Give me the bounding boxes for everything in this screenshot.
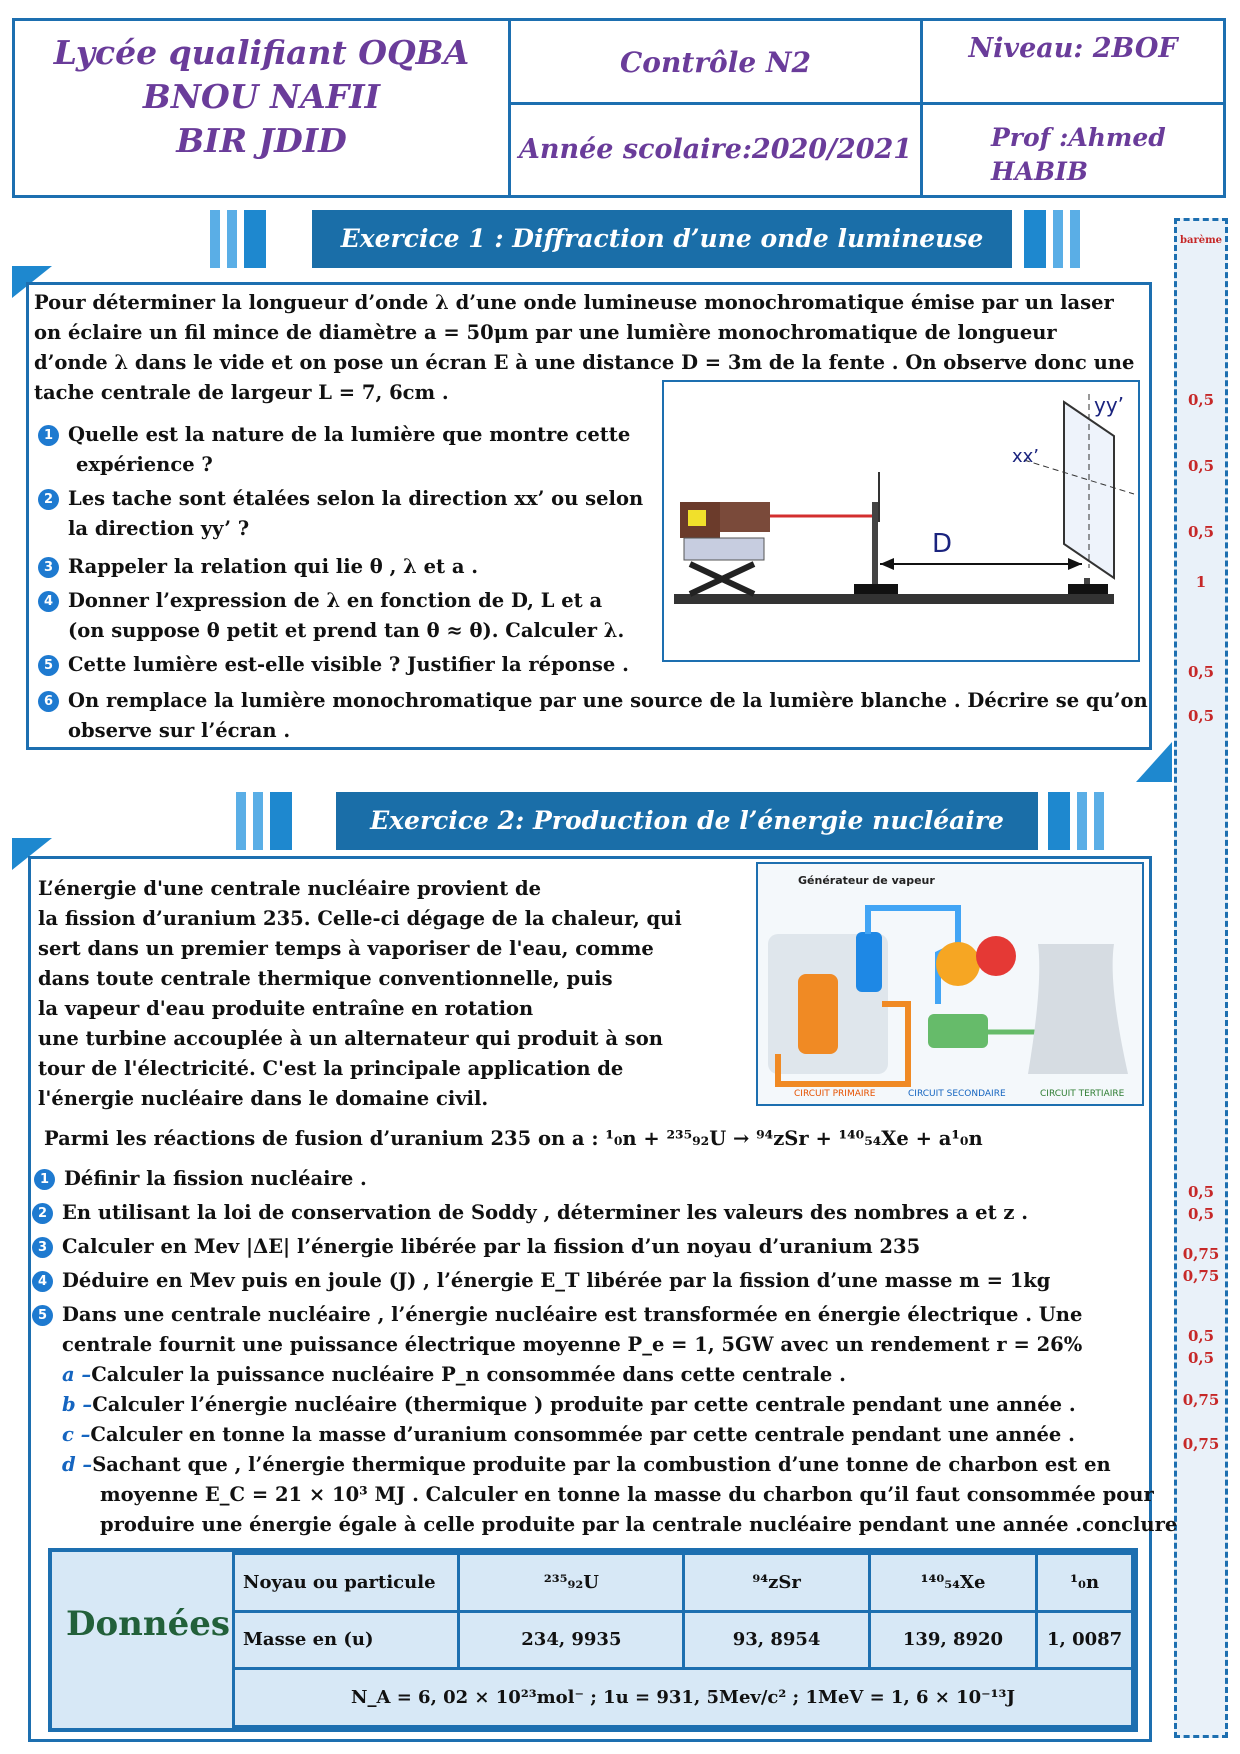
ex2-intro-line-5: la vapeur d'eau produite entraîne en rotation — [38, 997, 534, 1020]
mark-ex2-q1: 0,5 — [1187, 1183, 1215, 1201]
steam-generator — [856, 932, 882, 992]
question-number: 3 — [38, 557, 59, 578]
question-number: 5 — [32, 1305, 53, 1326]
legend-secondary: CIRCUIT SECONDAIRE — [908, 1089, 1006, 1099]
bareme-column — [1174, 218, 1228, 1738]
question-number: 6 — [38, 691, 59, 712]
school-line-3: BIR JDID — [176, 121, 347, 160]
mass-uranium: 234, 9935 — [459, 1611, 684, 1669]
nuclear-plant-drawing — [758, 864, 1142, 1104]
ex1-question-3: 3 Rappeler la relation qui lie θ , λ et a . — [68, 552, 478, 582]
nuclear-plant-figure — [756, 862, 1144, 1106]
ex2-subquestion-d: d –Sachant que , l’énergie thermique produite par la combustion d’une tonne de charbon est en — [62, 1453, 1111, 1476]
ex1-title: Exercice 1 : Diffraction d’une onde lumineuse — [312, 210, 1012, 268]
ex2-question-3: 3 Calculer en Mev |ΔE| l’énergie libérée par la fission d’un noyau d’uranium 235 — [62, 1232, 920, 1262]
question-number: 3 — [32, 1237, 53, 1258]
row-label-particle: Noyau ou particule — [234, 1554, 459, 1612]
bench — [674, 594, 1114, 604]
data-table-box — [48, 1548, 1138, 1732]
school-line-2: BNOU NAFII — [142, 77, 381, 116]
mark-ex2-c: 0,75 — [1182, 1391, 1220, 1409]
ex1-banner-stripes-left — [210, 210, 266, 268]
school-year: Année scolaire:2020/2021 — [511, 105, 923, 195]
laser-aperture — [688, 510, 706, 526]
teacher-line-1: Prof :Ahmed — [991, 123, 1166, 152]
ex1-question-4: 4 Donner l’expression de λ en fonction de D, L et a — [68, 586, 602, 616]
question-number: 2 — [32, 1203, 53, 1224]
school-line-1: Lycée qualifiant OQBA — [53, 33, 470, 72]
mark-ex2-q4: 0,75 — [1182, 1267, 1220, 1285]
particle-uranium: ²³⁵₉₂U — [459, 1554, 684, 1612]
ex2-question-5-cont: centrale fournit une puissance électrique moyenne P_e = 1, 5GW avec un rendement r = 26% — [62, 1333, 1083, 1356]
header-table — [12, 18, 1226, 198]
control-title: Contrôle N2 — [511, 21, 923, 105]
arrow-head-left — [880, 558, 894, 570]
ex1-intro-line-4: tache centrale de largeur L = 7, 6cm . — [34, 381, 449, 404]
ex2-intro-line-1: L’énergie d'une centrale nucléaire provient de — [38, 877, 542, 900]
ex2-subquestion-b: b –Calculer l’énergie nucléaire (thermique ) produite par cette centrale pendant une année . — [62, 1393, 1076, 1416]
mass-neutron: 1, 0087 — [1037, 1611, 1133, 1669]
ex1-question-6: 6 On remplace la lumière monochromatique par une source de la lumière blanche . Décrire se qu’on — [68, 686, 1148, 716]
figure-title: Générateur de vapeur — [798, 874, 935, 887]
particle-xenon: ¹⁴⁰₅₄Xe — [869, 1554, 1036, 1612]
ex2-subquestion-d-cont-1: moyenne E_C = 21 × 10³ MJ . Calculer en tonne la masse du charbon qu’il faut consommée pour — [100, 1483, 1154, 1506]
ex1-question-2: 2 Les tache sont étalées selon la direction xx’ ou selon — [68, 484, 643, 514]
ex2-banner-stripes-left — [236, 792, 292, 850]
particle-strontium: ⁹⁴zSr — [684, 1554, 869, 1612]
label-xx: xx’ — [1012, 446, 1040, 467]
mass-strontium: 93, 8954 — [684, 1611, 869, 1669]
ex1-intro-line-3: d’onde λ dans le vide et on pose un écran E à une distance D = 3m de la fente . On observe donc une — [34, 351, 1135, 374]
legend-tertiary: CIRCUIT TERTIAIRE — [1040, 1089, 1125, 1099]
mark-ex1-q6: 0,5 — [1187, 707, 1215, 725]
label-d: D — [932, 529, 953, 559]
data-title: Données — [66, 1604, 231, 1644]
ex2-subquestion-c: c –Calculer en tonne la masse d’uranium consommée par cette centrale pendant une année . — [62, 1423, 1075, 1446]
mass-xenon: 139, 8920 — [869, 1611, 1036, 1669]
alternator — [976, 936, 1016, 976]
constants: N_A = 6, 02 × 10²³mol⁻ ; 1u = 931, 5Mev/c² ; 1MeV = 1, 6 × 10⁻¹³J — [234, 1669, 1133, 1727]
screen-base — [1068, 584, 1108, 594]
ex2-intro-line-6: une turbine accouplée à un alternateur qui produit à son — [38, 1027, 663, 1050]
legend-primary: CIRCUIT PRIMAIRE — [794, 1089, 876, 1099]
ex2-subquestion-a: a –Calculer la puissance nucléaire P_n consommée dans cette centrale . — [62, 1363, 846, 1386]
ex2-question-2: 2 En utilisant la loi de conservation de Soddy , déterminer les valeurs des nombres a et z . — [62, 1198, 1028, 1228]
ex2-subquestion-d-cont-2: produire une énergie égale à celle produite par la centrale nucléaire pendant une année .conclure — [100, 1513, 1178, 1536]
level: Niveau: 2BOF — [923, 21, 1223, 105]
teacher — [923, 105, 1223, 195]
mark-ex1-q3: 0,5 — [1187, 523, 1215, 541]
mark-ex2-d: 0,75 — [1182, 1435, 1220, 1453]
question-number: 4 — [38, 591, 59, 612]
ex1-question-1-cont: expérience ? — [76, 453, 213, 476]
question-number: 4 — [32, 1271, 53, 1292]
data-table — [232, 1552, 1134, 1728]
ex2-intro-line-3: sert dans un premier temps à vaporiser de l'eau, comme — [38, 937, 654, 960]
scissor-lift — [690, 564, 754, 594]
question-number: 1 — [34, 1169, 55, 1190]
mark-ex2-a: 0,5 — [1187, 1327, 1215, 1345]
ex1-question-5: 5 Cette lumière est-elle visible ? Justifier la réponse . — [68, 650, 629, 680]
reactor-vessel — [798, 974, 838, 1054]
mark-ex1-q2: 0,5 — [1187, 457, 1215, 475]
bareme-title: barème — [1179, 235, 1223, 246]
laser-body — [720, 502, 770, 532]
ex1-intro-line-2: on éclaire un fil mince de diamètre a = 50μm par une lumière monochromatique de longueur — [34, 321, 1057, 344]
teacher-line-2: HABIB — [991, 157, 1088, 186]
thin-wire — [878, 472, 880, 522]
arrow-head-right — [1068, 558, 1082, 570]
turbine — [936, 942, 980, 986]
ex1-question-4-cont: (on suppose θ petit et prend tan θ ≈ θ). Calculer λ. — [68, 619, 625, 642]
mark-ex1-q1: 0,5 — [1187, 391, 1215, 409]
ex1-question-1: 1 Quelle est la nature de la lumière que montre cette — [68, 420, 630, 450]
ex2-question-4: 4 Déduire en Mev puis en joule (J) , l’énergie E_T libérée par la fission d’une masse m = 1kg — [62, 1266, 1050, 1296]
ex2-intro-line-2: la fission d’uranium 235. Celle-ci dégage de la chaleur, qui — [38, 907, 682, 930]
laser-stand — [684, 538, 764, 560]
question-number: 1 — [38, 425, 59, 446]
mark-ex2-b: 0,5 — [1187, 1349, 1215, 1367]
ex2-reaction: Parmi les réactions de fusion d’uranium 235 on a : ¹₀n + ²³⁵₉₂U → ⁹⁴zSr + ¹⁴⁰₅₄Xe + a¹₀n — [44, 1127, 983, 1150]
ex1-question-6-cont: observe sur l’écran . — [68, 719, 291, 742]
row-label-mass: Masse en (u) — [234, 1611, 459, 1669]
ex2-banner-stripes-right — [1048, 792, 1104, 850]
ex1-intro-line-1: Pour déterminer la longueur d’onde λ d’une onde lumineuse monochromatique émise par un laser — [34, 291, 1114, 314]
condenser — [928, 1014, 988, 1048]
wire-holder — [872, 502, 878, 594]
ex2-intro-line-7: tour de l'électricité. C'est la principale application de — [38, 1057, 624, 1080]
diffraction-setup-drawing — [664, 382, 1138, 660]
ex1-banner-stripes-right — [1024, 210, 1080, 268]
ex2-title: Exercice 2: Production de l’énergie nucléaire — [336, 792, 1038, 850]
mark-ex2-q3: 0,75 — [1182, 1245, 1220, 1263]
ex2-intro-line-4: dans toute centrale thermique conventionnelle, puis — [38, 967, 613, 990]
ex2-question-5: 5 Dans une centrale nucléaire , l’énergie nucléaire est transformée en énergie électrique . Une — [62, 1300, 1082, 1330]
particle-neutron: ¹₀n — [1037, 1554, 1133, 1612]
mark-ex1-q4: 1 — [1195, 573, 1207, 591]
diffraction-figure — [662, 380, 1140, 662]
question-number: 5 — [38, 655, 59, 676]
question-number: 2 — [38, 489, 59, 510]
mark-ex2-q2: 0,5 — [1187, 1205, 1215, 1223]
ex2-question-1: 1 Définir la fission nucléaire . — [64, 1164, 367, 1194]
mark-ex1-q5: 0,5 — [1187, 663, 1215, 681]
label-yy: yy’ — [1094, 393, 1125, 417]
ex2-intro-line-8: l'énergie nucléaire dans le domaine civil. — [38, 1087, 489, 1110]
ex1-question-2-cont: la direction yy’ ? — [68, 517, 250, 540]
school-name — [15, 21, 511, 195]
wire-base — [854, 584, 898, 594]
